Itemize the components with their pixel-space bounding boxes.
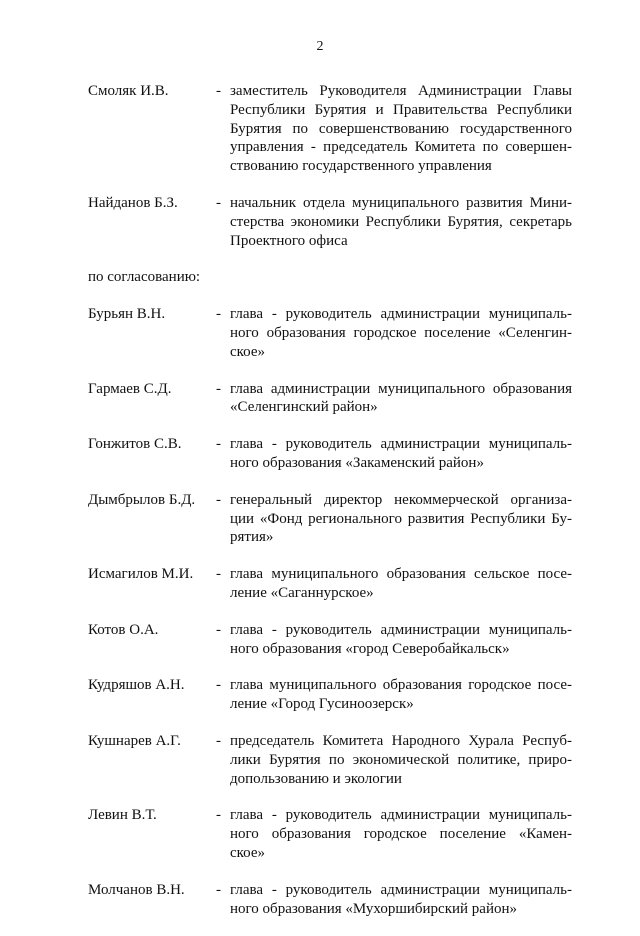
position-line: генеральный директор некоммерческой организа- [230,491,572,508]
position-line: ного образования городское поселение «Камен- [230,826,572,843]
position-line: ного образования городское поселение «Селенгин- [230,324,572,341]
entry-dash: - [216,436,221,453]
position-line: глава муниципального образования сельское посе- [230,566,572,583]
position-line: председатель Комитета Народного Хурала Респуб- [230,732,572,749]
member-position [230,732,572,788]
member-position [230,435,572,473]
position-line: Бурятия по совершенствованию государственного [230,120,572,137]
position-line: ское» [230,343,266,360]
member-entry [88,305,572,361]
position-line: глава - руководитель администрации муниципаль- [230,306,572,323]
position-line: ного образования «Мухоршибирский район» [230,900,518,917]
member-entry [88,194,572,250]
member-position [230,491,572,547]
page-number: 2 [316,39,324,54]
member-position [230,881,572,919]
member-position [230,82,572,176]
entry-dash: - [216,807,221,824]
member-entry [88,676,572,714]
member-name: Молчанов В.Н. [88,881,185,898]
entry-dash: - [216,566,221,583]
position-line: лики Бурятия по экономической политике, приро- [230,751,572,768]
member-entry [88,881,572,919]
member-name: Котов О.А. [88,621,159,638]
position-line: ного образования «город Северобайкальск» [230,640,510,657]
entry-dash: - [216,677,221,694]
member-entry [88,435,572,473]
member-name: Исмагилов М.И. [88,566,194,583]
member-name: Гармаев С.Д. [88,380,172,397]
position-line: заместитель Руководителя Администрации Главы [230,83,572,99]
member-entry [88,732,572,788]
entry-dash: - [216,306,221,323]
position-line: глава - руководитель администрации муниципаль- [230,807,572,824]
position-line: Проектного офиса [230,232,348,249]
position-line: ного образования «Закаменский район» [230,454,484,471]
position-line: Республики Бурятия и Правительства Республики [230,101,572,118]
member-entry [88,621,572,659]
member-name: Кушнарев А.Г. [88,732,181,749]
member-list-main [88,82,572,250]
member-name: Бурьян В.Н. [88,306,166,323]
member-position [230,380,572,418]
member-entry [88,491,572,547]
position-line: глава муниципального образования городское посе- [230,677,572,694]
position-line: глава - руководитель администрации муниципаль- [230,436,572,453]
member-name: Кудряшов А.Н. [88,677,185,694]
section-label-agreement: по согласованию: [88,269,201,286]
member-position [230,806,572,862]
entry-dash: - [216,83,221,99]
member-position [230,305,572,361]
entry-dash: - [216,491,221,508]
member-position [230,676,572,714]
position-line: ствованию государственного управления [230,158,492,175]
member-entry [88,565,572,603]
entry-dash: - [216,881,221,898]
member-list-agreement [88,305,572,918]
position-line: рятия» [230,529,274,546]
member-position [230,621,572,659]
position-line: управления - председатель Комитета по совершен- [230,139,572,156]
position-line: «Селенгинский район» [230,399,378,416]
position-line: глава - руководитель администрации муниципаль- [230,881,572,898]
member-position [230,194,572,250]
member-entry [88,380,572,418]
member-position [230,565,572,603]
member-name: Смоляк И.В. [88,83,169,99]
position-line: стерства экономики Республики Бурятия, секретарь [230,213,572,230]
position-line: ции «Фонд регионального развития Республики Бу- [230,510,572,527]
member-entry [88,806,572,862]
position-line: допользованию и экологии [230,770,402,787]
document-body [88,82,572,936]
position-line: ление «Город Гусиноозерск» [230,696,414,713]
entry-dash: - [216,732,221,749]
position-line: глава - руководитель администрации муниципаль- [230,621,572,638]
entry-dash: - [216,194,221,211]
position-line: ское» [230,844,266,861]
member-name: Левин В.Т. [88,807,157,824]
position-line: ление «Саганнурское» [230,584,374,601]
position-line: глава администрации муниципального образования [230,380,572,397]
member-name: Дымбрылов Б.Д. [88,491,196,508]
member-entry [88,82,572,176]
entry-dash: - [216,380,221,397]
position-line: начальник отдела муниципального развития Мини- [230,194,572,211]
member-name: Найданов Б.З. [88,194,178,211]
entry-dash: - [216,621,221,638]
member-name: Гонжитов С.В. [88,436,182,453]
